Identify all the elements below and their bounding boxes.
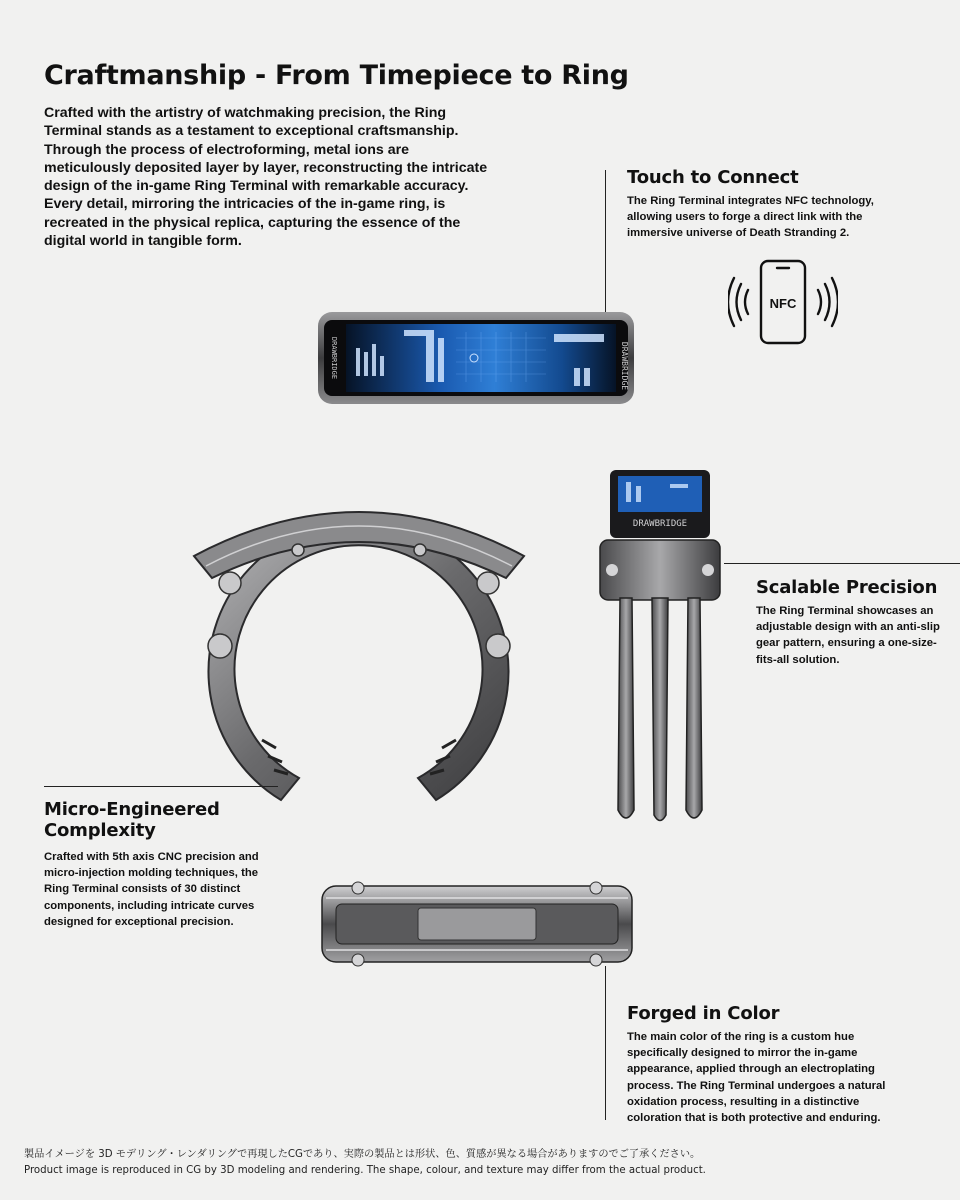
ring-brand-label-right: DRAWBRIDGE bbox=[620, 341, 629, 391]
scalable-section bbox=[756, 577, 956, 668]
micro-section bbox=[44, 799, 264, 930]
footer-disclaimer bbox=[24, 1147, 706, 1178]
touch-section bbox=[627, 167, 897, 242]
ring-top-view-image bbox=[316, 308, 636, 408]
intro-paragraph: Crafted with the artistry of watchmaking precision, the Ring Terminal stands as a testament to exceptional craftsmanship. Through the process of electroforming, metal ions are meticulously deposited layer by layer, reconstructing the intricate design of the in-game Ring Terminal with remarkable accuracy. Every detail, mirroring the intricacies of the in-game ring, is recreated in the physical replica, capturing the essence of the digital world in tangible form. bbox=[44, 105, 488, 250]
forged-divider-line bbox=[605, 966, 606, 1120]
ring-bottom-view-image bbox=[318, 876, 636, 972]
ring-front-view-image bbox=[596, 470, 724, 826]
micro-title-line1: Micro-Engineered bbox=[44, 799, 220, 820]
footer-note-ja: 製品イメージを 3D モデリング・レンダリングで再現したCGであり、実際の製品とは形状、色、質感が異なる場合がありますのでご了承ください。 bbox=[24, 1149, 701, 1160]
touch-body: The Ring Terminal integrates NFC technology, allowing users to forge a direct link with the immersive universe of Death Stranding 2. bbox=[627, 195, 874, 240]
micro-divider-line bbox=[44, 786, 278, 787]
micro-body: Crafted with 5th axis CNC precision and micro-injection molding techniques, the Ring Terminal consists of 30 distinct components, including intricate curves designed for exceptional precision. bbox=[44, 851, 259, 928]
scalable-divider-line bbox=[724, 563, 960, 564]
forged-section bbox=[627, 1003, 892, 1126]
scalable-title: Scalable Precision bbox=[756, 577, 938, 598]
micro-title-line2: Complexity bbox=[44, 820, 156, 841]
forged-title: Forged in Color bbox=[627, 1003, 780, 1024]
forged-body: The main color of the ring is a custom hue specifically designed to mirror the in-game appearance, applied through an electroplating process. The Ring Terminal undergoes a natural oxidation process, resulting in a distinctive coloration that is both protective and enduring. bbox=[627, 1031, 886, 1125]
touch-divider-line bbox=[605, 170, 606, 315]
nfc-label: NFC bbox=[769, 296, 797, 311]
ring-front-brand-label: DRAWBRIDGE bbox=[632, 519, 688, 529]
ring-brand-label-left: DRAWBRIDGE bbox=[330, 336, 338, 380]
page-title: Craftmanship - From Timepiece to Ring bbox=[44, 60, 629, 91]
footer-note-en: Product image is reproduced in CG by 3D modeling and rendering. The shape, colour, and texture may differ from the actual product. bbox=[24, 1164, 706, 1176]
nfc-phone-icon bbox=[728, 256, 838, 348]
touch-title: Touch to Connect bbox=[627, 167, 799, 188]
scalable-body: The Ring Terminal showcases an adjustable design with an anti-slip gear pattern, ensuring a one-size-fits-all solution. bbox=[756, 605, 940, 666]
ring-side-view-image bbox=[186, 478, 532, 822]
